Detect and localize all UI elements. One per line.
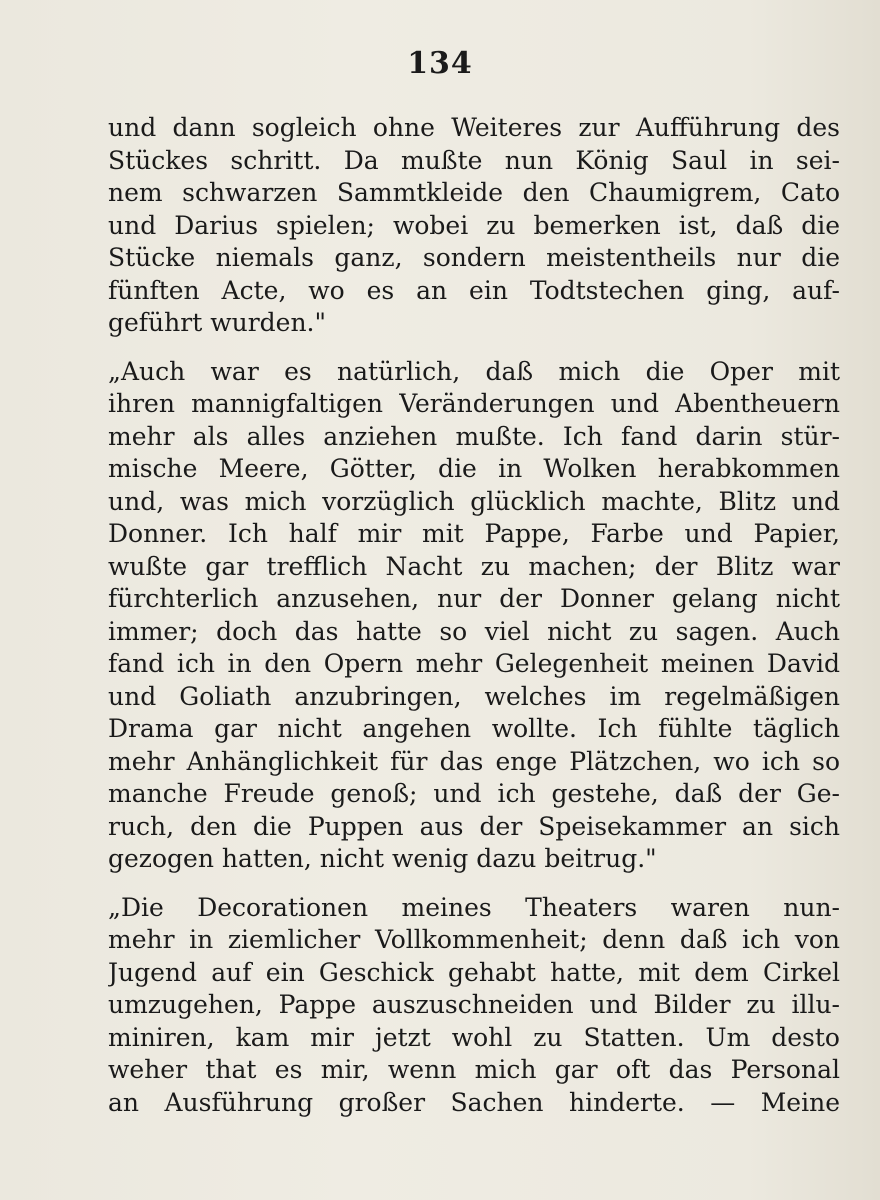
body-text bbox=[108, 112, 840, 1119]
text-line: umzugehen, Pappe auszuschneiden und Bilder zu illu- bbox=[108, 990, 840, 1019]
text-line: nem schwarzen Sammtkleide den Chaumigrem, Cato bbox=[108, 178, 840, 207]
text-line: ruch, den die Puppen aus der Speisekammer an sich bbox=[108, 811, 840, 841]
text-line: wußte gar trefflich Nacht zu machen; der Blitz war bbox=[108, 551, 840, 581]
text-line: „Die Decorationen meines Theaters waren nun- bbox=[108, 892, 840, 922]
text-line: Drama gar nicht angehen wollte. Ich fühlte täglich bbox=[108, 714, 840, 743]
text-line: Stückes schritt. Da mußte nun König Saul in sei- bbox=[108, 145, 840, 175]
text-line: und Goliath anzubringen, welches im regelmäßigen bbox=[108, 681, 840, 711]
text-line: manche Freude genoß; und ich gestehe, daß der Ge- bbox=[108, 779, 840, 808]
paragraph-1 bbox=[108, 112, 840, 340]
text-line: fürchterlich anzusehen, nur der Donner gelang nicht bbox=[108, 584, 840, 613]
text-line: und Darius spielen; wobei zu bemerken ist, daß die bbox=[108, 210, 840, 240]
page-number: 134 bbox=[407, 46, 473, 81]
text-line: mische Meere, Götter, die in Wolken herabkommen bbox=[108, 454, 840, 483]
text-line: fünften Acte, wo es an ein Todtstechen ging, auf- bbox=[108, 275, 840, 305]
paragraph-3 bbox=[108, 892, 840, 1120]
text-line: immer; doch das hatte so viel nicht zu sagen. Auch bbox=[108, 616, 840, 646]
text-line: mehr als alles anziehen mußte. Ich fand darin stür- bbox=[108, 421, 840, 451]
text-line: mehr Anhänglichkeit für das enge Plätzchen, wo ich so bbox=[108, 746, 840, 776]
text-line: fand ich in den Opern mehr Gelegenheit meinen David bbox=[108, 649, 840, 678]
text-line: und dann sogleich ohne Weiteres zur Aufführung des bbox=[108, 113, 840, 142]
text-line: weher that es mir, wenn mich gar oft das Personal bbox=[108, 1055, 840, 1084]
text-line: mehr in ziemlicher Vollkommenheit; denn daß ich von bbox=[108, 925, 840, 954]
text-line: Stücke niemals ganz, sondern meistentheils nur die bbox=[108, 243, 840, 272]
paragraph-2 bbox=[108, 356, 840, 876]
text-line: „Auch war es natürlich, daß mich die Oper mit bbox=[108, 356, 840, 386]
text-line: Jugend auf ein Geschick gehabt hatte, mit dem Cirkel bbox=[108, 957, 840, 987]
text-line: gezogen hatten, nicht wenig dazu beitrug." bbox=[108, 844, 657, 873]
text-line: ihren mannigfaltigen Veränderungen und Abentheuern bbox=[108, 389, 840, 418]
text-line: an Ausführung großer Sachen hinderte. — Meine bbox=[108, 1087, 840, 1117]
text-line: geführt wurden." bbox=[108, 308, 326, 337]
text-line: und, was mich vorzüglich glücklich machte, Blitz und bbox=[108, 486, 840, 516]
text-line: Donner. Ich half mir mit Pappe, Farbe und Papier, bbox=[108, 519, 840, 548]
text-line: miniren, kam mir jetzt wohl zu Statten. Um desto bbox=[108, 1022, 840, 1052]
